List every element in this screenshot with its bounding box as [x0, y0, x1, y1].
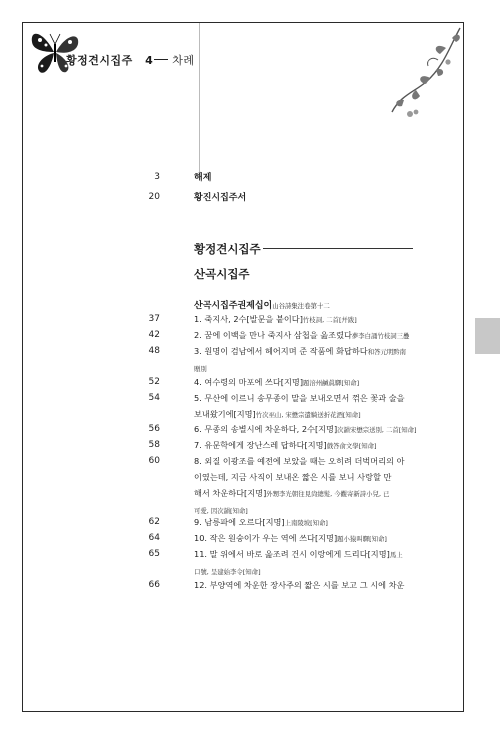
entry-title-ko: 12. 부양역에 차운한 장사주의 짧은 시를 보고 그 시에 차운: [194, 580, 405, 590]
entry-title-han: 贈別: [194, 365, 207, 373]
entry-title-ko: 11. 말 위에서 바로 읊조려 건시 이랑에게 드리다[지명]: [194, 549, 390, 559]
entry-text: [194, 453, 426, 519]
entry-line: [194, 546, 426, 563]
page-number: 42: [148, 330, 160, 340]
front-label: 해제: [194, 173, 212, 183]
section-name: 차례: [172, 54, 195, 67]
vine-ornament: [386, 26, 464, 122]
entry-line: [194, 437, 426, 454]
head-rule: [154, 59, 168, 60]
entry-title-ko: 10. 작은 원숭이가 우는 역에 쓰다[지명]: [194, 533, 338, 543]
entry-line: [194, 453, 426, 469]
entry-text: [194, 577, 426, 593]
page-number: 62: [148, 517, 160, 527]
entry-line: [194, 514, 426, 531]
entry-line: [194, 343, 426, 360]
entry-title-han: 題涪州鹹眞驛[知命]: [303, 379, 360, 387]
entry-line: [194, 374, 426, 391]
collection-title-text: 황정견시집주: [194, 242, 261, 256]
entry-title-ko: 7. 유문학에게 장난스레 답하다[지명]: [194, 440, 327, 450]
butterfly-ornament: [26, 22, 86, 80]
entry-title-han: 題小猿叫驛[知命]: [337, 535, 387, 543]
front-label: 황진시집주서: [194, 193, 247, 203]
page-number: 20: [148, 192, 160, 202]
entry-text: [194, 343, 426, 377]
entry-title-ko: 4. 여수령의 마포에 쓰다[지명]: [194, 377, 304, 387]
entry-line: [194, 469, 426, 485]
entry-title-han: 竹次巫山, 宋懋宗遣騎送折花酒[知命]: [255, 411, 361, 419]
page-number: 58: [148, 440, 160, 450]
page-number: 56: [148, 424, 160, 434]
entry-title-han: 戲答俞文學[知命]: [326, 442, 377, 450]
page-number: 37: [148, 314, 160, 324]
volume-number: 4: [145, 54, 154, 67]
entry-title-ko: 3. 원명이 검남에서 헤어지며 준 작품에 화답하다: [194, 346, 368, 356]
entry-title-han: 和答元明黔南: [367, 348, 407, 356]
book-title: 황정견시집주: [66, 54, 133, 67]
entry-title-han: 口號, 呈建始李令[知命]: [194, 568, 261, 576]
entry-line: [194, 390, 426, 406]
volume-title-ko: 산곡시집주권제십이: [194, 301, 273, 311]
page-number: 54: [148, 393, 160, 403]
running-head: [66, 52, 195, 68]
page-number: 65: [148, 549, 160, 559]
entry-text: [194, 311, 426, 328]
entry-title-ko: 9. 남릉파에 오르다[지명]: [194, 517, 285, 527]
title-rule: [263, 248, 413, 249]
entry-title-han: 可愛, 因次韻[知命]: [194, 507, 248, 515]
entry-title-han: 外甥李光朝往見尙總髮, 今觀寄新詩小兒, 已: [266, 490, 390, 498]
page-number: 52: [148, 377, 160, 387]
page-number: 64: [148, 533, 160, 543]
entry-text: [194, 421, 426, 438]
page-number: 48: [148, 346, 160, 356]
volume-title: [194, 298, 330, 311]
page-number: 3: [154, 172, 160, 182]
entry-text: [194, 546, 426, 580]
entry-title-ko: 해서 차운하다[지명]: [194, 488, 267, 498]
subcollection-title: 산곡시집주: [194, 267, 250, 281]
entry-text: [194, 437, 426, 454]
entry-title-ko: 1. 죽지사, 2수[발문을 붙이다]: [194, 314, 303, 324]
entry-line: [194, 577, 426, 593]
page-number: 60: [148, 456, 160, 466]
volume-title-han: 山谷詩集注卷第十二: [272, 302, 330, 310]
entry-text: [194, 390, 426, 423]
entry-line: [194, 530, 426, 547]
thumb-tab: [475, 318, 500, 354]
entry-title-ko: 6. 무종의 송별시에 차운하다, 2수[지명]: [194, 424, 338, 434]
entry-text: [194, 374, 426, 391]
collection-title: [194, 241, 413, 257]
entry-text: [194, 530, 426, 547]
entry-title-han: 馬上: [389, 551, 403, 559]
entry-line: [194, 311, 426, 328]
entry-line: [194, 421, 426, 438]
entry-text: [194, 327, 426, 344]
page-number: 66: [148, 580, 160, 590]
entry-title-ko: 5. 무산에 이르니 송무종이 말을 보내오면서 꺾은 꽃과 술을: [194, 393, 405, 403]
gutter-line: [199, 23, 200, 173]
entry-title-han: 夢李白誦竹枝詞三疊: [351, 332, 410, 340]
entry-title-ko: 이였는데, 지금 사직이 보내온 짧은 시를 보니 사랑할 만: [194, 472, 392, 482]
entry-line: [194, 327, 426, 344]
entry-text: [194, 514, 426, 531]
entry-title-ko: 보내왔기에[지명]: [194, 409, 256, 419]
entry-title-han: 次韻宋懋宗送別, 二首[知命]: [337, 426, 417, 434]
entry-title-han: 竹枝詞, 二首[幷跋]: [302, 316, 357, 324]
entry-title-ko: 8. 외질 이광조를 예전에 보았을 때는 오히려 더벅머리의 아: [194, 456, 405, 466]
entry-title-ko: 2. 꿈에 이백을 만나 죽지사 삼첩을 읊조렸다: [194, 330, 352, 340]
entry-title-han: 上南陵坡[知命]: [284, 519, 328, 527]
entry-line: [194, 485, 426, 502]
